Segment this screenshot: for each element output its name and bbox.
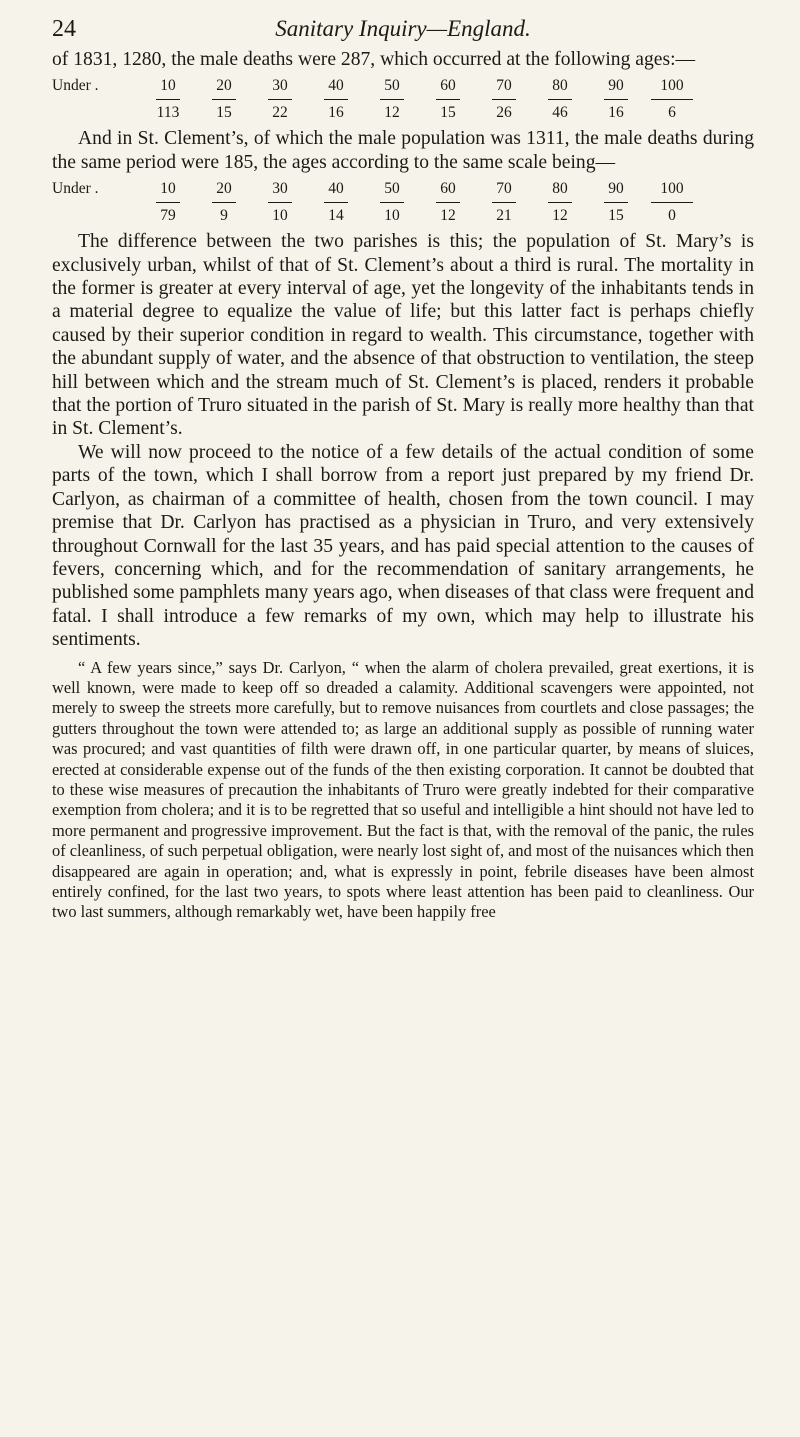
age-header-cell: 70 <box>496 77 512 95</box>
death-count-cell: 46 <box>548 99 572 122</box>
age-header-cell: 90 <box>608 180 624 198</box>
death-count-cell: 0 <box>651 202 693 225</box>
death-count-cell: 26 <box>492 99 516 122</box>
age-header-cell: 100 <box>660 180 684 198</box>
st-marys-age-table <box>52 75 700 123</box>
age-header-cell: 10 <box>160 180 176 198</box>
death-count-cell: 15 <box>212 99 236 122</box>
age-header-cell: 80 <box>552 77 568 95</box>
death-count-cell: 12 <box>436 202 460 225</box>
age-header-cell: 20 <box>216 77 232 95</box>
age-header-cell: 30 <box>272 180 288 198</box>
death-count-cell: 14 <box>324 202 348 225</box>
age-header-cell: 80 <box>552 180 568 198</box>
death-count-cell: 113 <box>156 99 180 122</box>
death-count-cell: 16 <box>324 99 348 122</box>
age-table-label: Under . <box>52 180 99 198</box>
running-head <box>52 12 754 48</box>
paragraph-intro: of 1831, 1280, the male deaths were 287, which occurred at the following ages:— <box>52 49 696 70</box>
death-count-cell: 21 <box>492 202 516 225</box>
death-count-cell: 15 <box>436 99 460 122</box>
age-header-cell: 40 <box>328 77 344 95</box>
death-count-cell: 16 <box>604 99 628 122</box>
death-count-cell: 15 <box>604 202 628 225</box>
age-header-cell: 90 <box>608 77 624 95</box>
death-count-cell: 10 <box>380 202 404 225</box>
age-header-cell: 50 <box>384 180 400 198</box>
paragraph-carlyon-report: We will now proceed to the notice of a few details of the actual condition of some parts of the town, which I shall borrow from a report just prepared by my friend Dr. Carlyon, as chairman of a committee of health, chosen from the town council. I may premise that Dr. Carlyon has practised as a physician in Truro, and very extensively throughout Cornwall for the last 35 years, and has paid special attention to the causes of fevers, concerning which, and for the recommendation of sanitary arrangements, he published some pamphlets many years ago, when diseases of that class were frequent and fatal. I shall introduce a few remarks of my own, which may help to illustrate his sentiments. <box>52 441 754 651</box>
death-count-cell: 10 <box>268 202 292 225</box>
age-header-cell: 10 <box>160 77 176 95</box>
age-header-row <box>52 75 700 97</box>
death-count-cell: 9 <box>212 202 236 225</box>
deaths-row <box>52 97 700 123</box>
age-header-row <box>52 178 700 200</box>
running-title: Sanitary Inquiry—England. <box>275 16 531 41</box>
age-header-cell: 100 <box>660 77 684 95</box>
age-header-cell: 60 <box>440 180 456 198</box>
death-count-cell: 22 <box>268 99 292 122</box>
age-header-cell: 40 <box>328 180 344 198</box>
death-count-cell: 12 <box>380 99 404 122</box>
age-header-cell: 30 <box>272 77 288 95</box>
st-clements-age-table <box>52 178 700 226</box>
age-header-cell: 50 <box>384 77 400 95</box>
age-header-cell: 20 <box>216 180 232 198</box>
death-count-cell: 12 <box>548 202 572 225</box>
paragraph-st-clements: And in St. Clement’s, of which the male population was 1311, the male deaths during the same period were 185, the ages according to the same scale being— <box>52 128 754 173</box>
page-number: 24 <box>52 16 76 42</box>
age-header-cell: 60 <box>440 77 456 95</box>
paragraph-parish-difference: The difference between the two parishes is this; the population of St. Mary’s is exclusively urban, whilst of that of St. Clement’s about a third is rural. The mortality in the former is greater at every interval of age, yet the longevity of the inhabitants tends in a material degree to equalize the value of life; but this latter fact is perhaps chiefly caused by their superior condition in regard to wealth. This circumstance, together with the abundant supply of water, and the absence of that obstruction to ventilation, the steep hill between which and the stream much of St. Clement’s is placed, renders it probable that the portion of Truro situated in the parish of St. Mary is really more healthy than that in St. Clement’s. <box>52 231 754 440</box>
age-table-label: Under . <box>52 77 99 95</box>
death-count-cell: 79 <box>156 202 180 225</box>
death-count-cell: 6 <box>651 99 693 122</box>
quoted-report-passage: “ A few years since,” says Dr. Carlyon, “ when the alarm of cholera prevailed, great exertions, it is well known, were made to keep off so dreaded a calamity. Additional scavengers were appointed, not merely to sweep the streets more carefully, but to remove nuisances from courtlets and close passages; the gutters throughout the town were attended to; as large an additional supply as possible of running water was procured; and vast quantities of filth were drawn off, in one particular quarter, by means of sluices, erected at considerable expense out of the funds of the then existing corporation. It cannot be doubted that to these wise measures of precaution the inhabitants of Truro were greatly indebted for their comparative exemption from cholera; and it is to be regretted that so useful and intelligible a hint should not have led to more permanent and progressive improvement. But the fact is that, with the removal of the panic, the rules of cleanliness, of such perpetual obligation, were nearly lost sight of, and most of the nuisances which then disappeared are again in operation; and, what is expressly in point, febrile diseases have been almost entirely confined, for the last two years, to spots where least attention has been paid to cleanliness. Our two last summers, although remarkably wet, have been happily free <box>52 657 754 922</box>
age-header-cell: 70 <box>496 180 512 198</box>
deaths-row <box>52 200 700 226</box>
